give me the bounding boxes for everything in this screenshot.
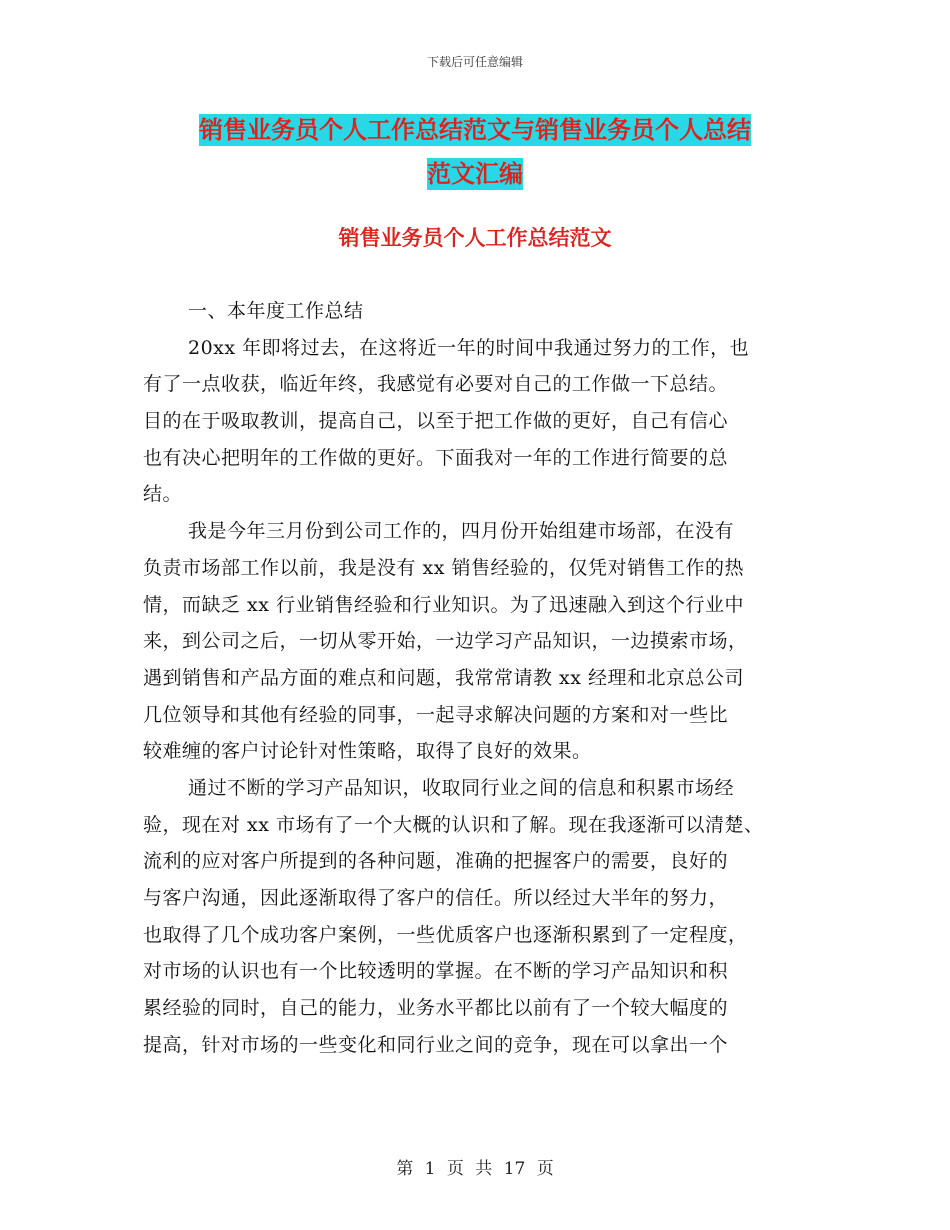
body-line: 情，而缺乏 xx 行业销售经验和行业知识。为了迅速融入到这个行业中	[143, 593, 745, 616]
header-note: 下载后可任意编辑	[426, 55, 523, 69]
body-line: 我是今年三月份到公司工作的，四月份开始组建市场部，在没有	[188, 520, 735, 543]
body-line: 对市场的认识也有一个比较透明的掌握。在不断的学习产品知识和积	[143, 960, 729, 983]
body-line: 累经验的同时，自己的能力，业务水平都比以前有了一个较大幅度的	[143, 997, 729, 1020]
body-line: 提高，针对市场的一些变化和同行业之间的竞争，现在可以拿出一个	[143, 1033, 729, 1056]
body-line: 结。	[143, 483, 183, 506]
body-line: 20xx 年即将过去，在这将近一年的时间中我通过努力的工作，也	[188, 336, 750, 359]
document-title-line-1: 销售业务员个人工作总结范文与销售业务员个人总结	[199, 116, 751, 144]
document-title-line-2: 范文汇编	[427, 160, 523, 188]
section-title: 销售业务员个人工作总结范文	[338, 226, 612, 250]
body-line: 一、本年度工作总结	[188, 300, 364, 322]
body-line: 通过不断的学习产品知识，收取同行业之间的信息和积累市场经	[188, 776, 735, 799]
body-line: 遇到销售和产品方面的难点和问题，我常常请教 xx 经理和北京总公司	[143, 666, 745, 689]
page-footer: 第 1 页 共 17 页	[396, 1159, 554, 1179]
body-line: 几位领导和其他有经验的同事，一起寻求解决问题的方案和对一些比	[143, 703, 729, 726]
body-line: 与客户沟通，因此逐渐取得了客户的信任。所以经过大半年的努力，	[143, 887, 729, 909]
body-line: 来，到公司之后，一切从零开始，一边学习产品知识，一边摸索市场，	[143, 630, 748, 653]
body-line: 验，现在对 xx 市场有了一个大概的认识和了解。现在我逐渐可以清楚、	[143, 813, 764, 836]
document-title	[0, 108, 950, 196]
body-line: 有了一点收获，临近年终，我感觉有必要对自己的工作做一下总结。	[143, 373, 729, 396]
body-line: 较难缠的客户讨论针对性策略，取得了良好的效果。	[143, 740, 592, 763]
body-line: 也取得了几个成功客户案例，一些优质客户也逐渐积累到了一定程度，	[143, 923, 748, 946]
body-line: 流利的应对客户所提到的各种问题，准确的把握客户的需要，良好的	[143, 850, 729, 873]
body-line: 目的在于吸取教训，提高自己，以至于把工作做的更好，自己有信心	[143, 410, 729, 433]
body-line: 负责市场部工作以前，我是没有 xx 销售经验的，仅凭对销售工作的热	[143, 556, 745, 579]
body-line: 也有决心把明年的工作做的更好。下面我对一年的工作进行简要的总	[143, 446, 729, 469]
body-text	[143, 293, 808, 1063]
